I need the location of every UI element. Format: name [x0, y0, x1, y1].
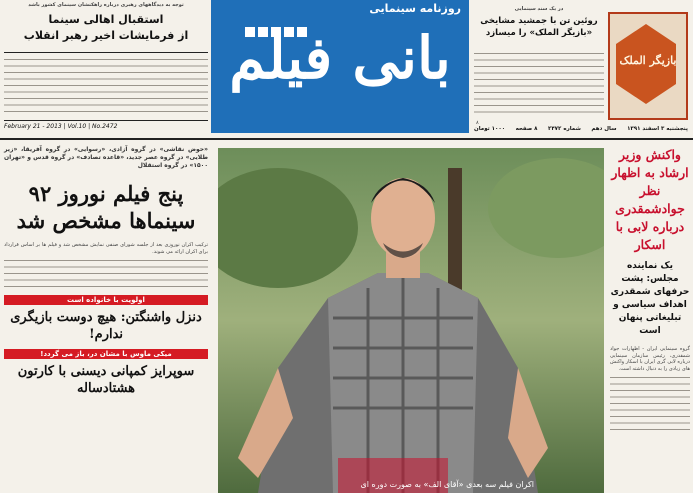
body: گروه سینمایی ایران - اظهارات جواد شمقدری، رئیس سازمان سینمایی درباره لابی گری ایران با اسکار واکنش های زیادی را به دنبال داشته است.	[610, 346, 690, 372]
info-bar	[474, 126, 688, 136]
headline-2: دنزل واشنگتن: هیچ دوست بازیگری ندارم!	[10, 310, 202, 342]
photo-caption: اکران فیلم سه بعدی «آقای الف» به صورت دوره ای	[360, 480, 534, 489]
volume: Vol.10	[67, 123, 87, 130]
top-right-story	[474, 6, 604, 124]
masthead	[211, 0, 469, 133]
issue-number: No.2472	[92, 123, 118, 130]
headline-2: از فرمایشات اخیر رهبر انقلاب	[23, 28, 189, 42]
body-lines	[4, 257, 208, 291]
price: ۱۰۰۰ تومان	[474, 126, 506, 132]
page-num: ۸	[476, 119, 479, 126]
date: پنجشنبه ۳ اسفند ۱۳۹۱	[627, 126, 688, 132]
issue: شماره ۲۴۷۲	[547, 126, 581, 132]
pages: ۸ صفحه	[515, 126, 538, 132]
right-column	[610, 146, 690, 493]
headline-1: روئین تن با جمشید مشایخی	[480, 15, 598, 26]
body: ترکیب اکران نوروزی بعد از جلسه شورای صنفی نمایش مشخص شد و فیلم ها بر اساس قرارداد برای اکران ارائه می شوند.	[4, 242, 208, 255]
left-column	[4, 146, 208, 493]
lead-photo	[218, 148, 604, 493]
body-lines	[610, 374, 690, 434]
headline-main: واکنش وزیر ارشاد به اظهار نظر جوادشمقدری درباره لابی با اسکار	[611, 147, 689, 252]
headline-3: سوپرایز کمپانی دیسنی با کارتون هشتادساله	[17, 364, 195, 396]
headline-2: «بازیگر الملک» را میسازد	[485, 27, 593, 38]
kicker: توجه به دیدگاههای رهبری درباره راهکنشان سینمای کشور باشد	[28, 2, 184, 8]
body-lines	[474, 50, 604, 114]
year: سال دهم	[591, 126, 617, 132]
logo: بانی فیلم	[229, 24, 451, 92]
kicker: در یک سند سینمایی	[514, 6, 564, 12]
issue-date: February 21 - 2013	[4, 123, 62, 130]
ornament-text: بازیگر الملک	[619, 54, 677, 67]
tagline: روزنامه سینمایی	[369, 2, 461, 15]
body-lines	[4, 56, 208, 116]
headline-main: پنج فیلم نوروز ۹۲ سینماها مشخص شد	[16, 181, 196, 233]
intro: «حوض نقاشی» در گروه آزادی، «رسوایی» در گروه آفریقا، «زیر طلایی» در گروه عصر جدید، «قاعده تصادف» در گروه قدس و «تهران ۱۵۰۰» در گروه استقلال	[4, 146, 208, 169]
subheadline: یک نماینده مجلس: پشت حرفهای شمقدری اهداف سیاسی و تبلیغاتی پنهان است	[610, 261, 690, 336]
top-left-story: توجه به دیدگاههای رهبری درباره راهکنشان سینمای کشور باشد استقبال اهالی سینما از فرمایشات اخیر رهبر انقلاب February 21 - 2013 | Vol.10 | No.2472	[4, 2, 208, 134]
tag-2: میکی ماوس با مشان در، باز می گردد!	[4, 349, 208, 359]
ornament-logo	[608, 12, 688, 120]
headline-1: استقبال اهالی سینما	[48, 12, 164, 26]
tag-1: اولویت با خانواده است	[4, 295, 208, 305]
